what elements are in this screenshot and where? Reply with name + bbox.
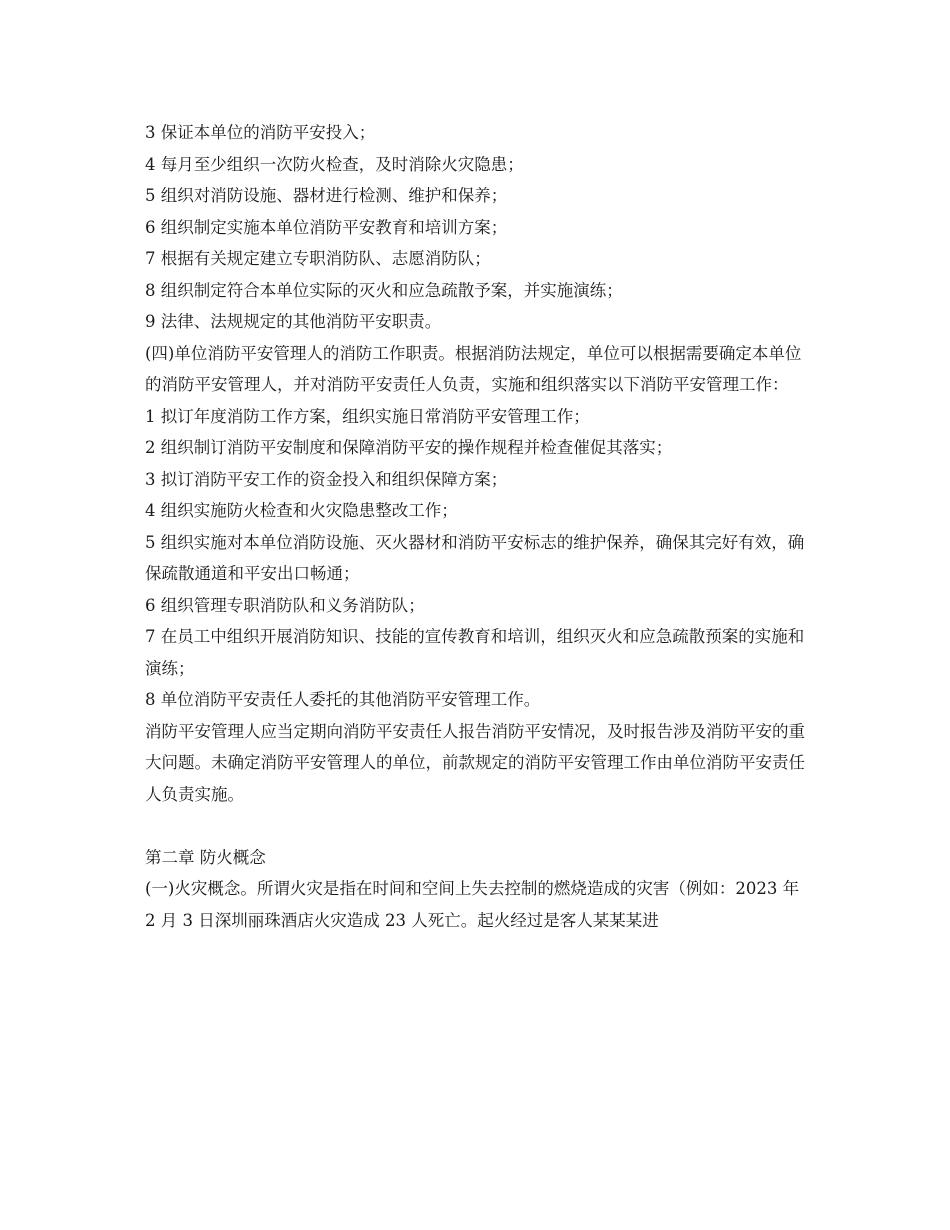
section-paragraph: (四)单位消防平安管理人的消防工作职责。根据消防法规定，单位可以根据需要确定本单位的消防平安管理人，并对消防平安责任人负责，实施和组织落实以下消防平安管理工作：	[145, 343, 802, 394]
list-item: 6 组织管理专职消防队和义务消防队；	[145, 595, 425, 615]
list-item: 5 组织实施对本单位消防设施、灭火器材和消防平安标志的维护保养，确保其完好有效，确保疏散通道和平安出口畅通；	[145, 532, 805, 583]
list-item: 7 在员工中组织开展消防知识、技能的宣传教育和培训，组织灭火和应急疏散预案的实施和演练；	[145, 627, 805, 678]
list-item: 8 单位消防平安责任人委托的其他消防平安管理工作。	[145, 690, 541, 709]
list-item: 3 拟订消防平安工作的资金投入和组织保障方案；	[145, 469, 508, 489]
list-item: 7 根据有关规定建立专职消防队、志愿消防队；	[145, 249, 491, 268]
list-item: 4 组织实施防火检查和火灾隐患整改工作；	[145, 501, 458, 520]
list-item: 8 组织制定符合本单位实际的灭火和应急疏散予案，并实施演练；	[145, 280, 623, 300]
body-paragraph: (一)火灾概念。所谓火灾是指在时间和空间上失去控制的燃烧造成的灾害（例如：2023 年 2 月 3 日深圳丽珠酒店火灾造成 23 人死亡。起火经过是客人某某某进	[145, 879, 800, 930]
list-item: 4 每月至少组织一次防火检查，及时消除火灾隐患；	[145, 154, 524, 174]
list-item: 1 拟订年度消防工作方案，组织实施日常消防平安管理工作；	[145, 406, 590, 426]
list-item: 5 组织对消防设施、器材进行检测、维护和保养；	[145, 186, 508, 205]
chapter-title: 第二章 防火概念	[145, 847, 266, 867]
body-paragraph: 消防平安管理人应当定期向消防平安责任人报告消防平安情况，及时报告涉及消防平安的重大问题。未确定消防平安管理人的单位，前款规定的消防平安管理工作由单位消防平安责任人负责实施。	[145, 721, 805, 804]
list-item: 3 保证本单位的消防平安投入；	[145, 123, 376, 142]
document-body	[145, 117, 810, 936]
paragraph-gap	[145, 810, 810, 842]
list-item: 6 组织制定实施本单位消防平安教育和培训方案；	[145, 217, 508, 237]
list-item: 2 组织制订消防平安制度和保障消防平安的操作规程并检查催促其落实；	[145, 438, 673, 457]
list-item: 9 法律、法规规定的其他消防平安职责。	[145, 312, 442, 331]
